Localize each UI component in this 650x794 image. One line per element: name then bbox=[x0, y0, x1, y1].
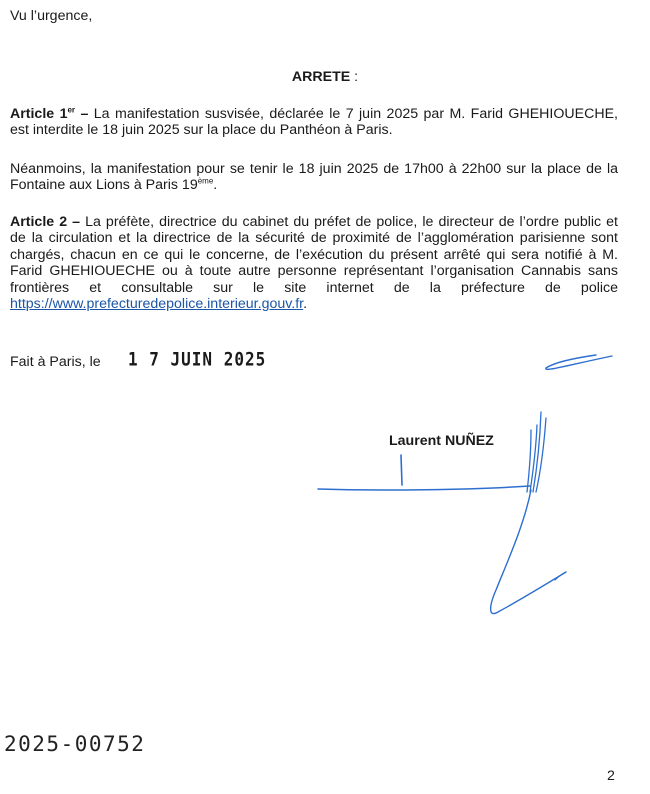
signatory-name: Laurent NUÑEZ bbox=[389, 433, 494, 449]
article-2-text: La préfète, directrice du cabinet du préfet de police, le directeur de l’ordre public et de la circulation et la directrice de la sécurité de proximité de l’agglomération parisienne sont chargés, chacun en ce qui le concerne, de l’exécution du présent arrêté qui sera notifié à M. Farid GHEHIOUECHE ou à toute autre personne représentant l’organisation Cannabis sans frontières et consultable sur le site internet de la préfecture de police bbox=[10, 214, 618, 296]
article-2-label: Article 2 – bbox=[10, 214, 81, 230]
date-stamp: 1 7 JUIN 2025 bbox=[128, 348, 267, 371]
opening-line: Vu l’urgence, bbox=[10, 8, 93, 24]
decision-heading-label: ARRETE bbox=[291, 69, 351, 85]
article-1-label-sup: er bbox=[67, 105, 76, 115]
prefecture-website-link[interactable]: https://www.prefecturedepolice.interieur.gouv.fr bbox=[10, 296, 304, 313]
neanmoins-sup: ème bbox=[197, 176, 214, 186]
article-1-separator: – bbox=[75, 106, 94, 122]
article-1-label-text: Article 1 bbox=[10, 106, 68, 122]
decision-heading-suffix: : bbox=[350, 69, 359, 85]
neanmoins-end: . bbox=[213, 177, 218, 194]
document-number: 2025-00752 bbox=[4, 732, 146, 756]
article-2-end: . bbox=[303, 296, 308, 313]
page-number: 2 bbox=[607, 768, 615, 784]
article-1-text: La manifestation susvisée, déclarée le 7 juin 2025 par M. Farid GHEHIOUECHE, est interdite le 18 juin 2025 sur la place du Panthéon à Paris. bbox=[10, 106, 618, 139]
neanmoins-text: Néanmoins, la manifestation pour se tenir le 18 juin 2025 de 17h00 à 22h00 sur la place de la Fontaine aux Lions à Paris 19 bbox=[10, 161, 618, 194]
signature-place: Fait à Paris, le bbox=[10, 354, 101, 370]
